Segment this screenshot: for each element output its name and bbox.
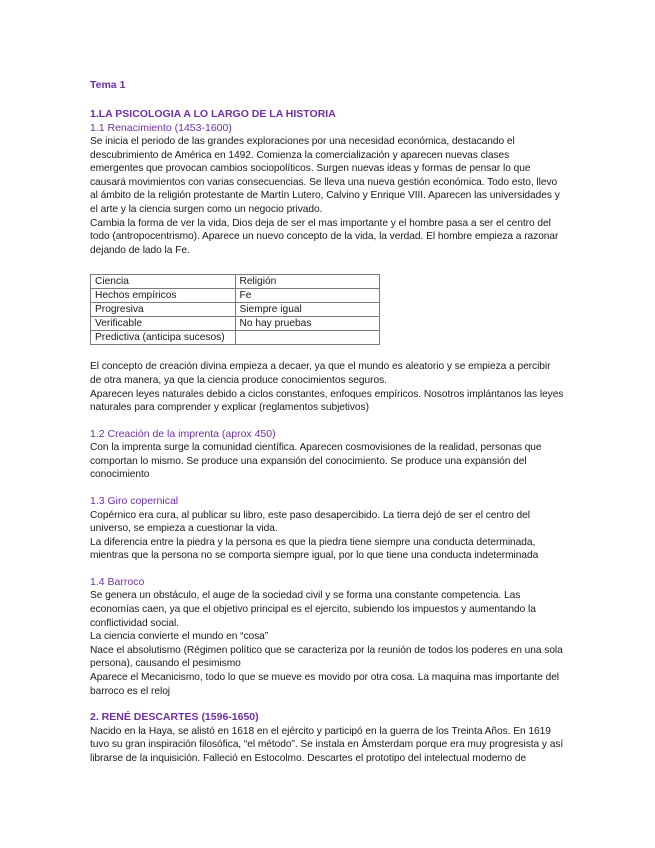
barroco-paragraph-4: Aparece el Mecanicismo, todo lo que se mueve es movido por otra cosa. La maquina mas importante del barroco es el reloj — [90, 671, 560, 697]
copernico-paragraph-1: Copérnico era cura, al publicar su libro, este paso desapercibido. La tierra dejó de ser el centro del universo, se empieza a cuestionar la vida. — [90, 509, 531, 535]
spacer — [90, 698, 564, 711]
ciencia-religion-table — [90, 274, 380, 345]
renacimiento-paragraph-2: Cambia la forma de ver la vida, Dios deja de ser el mas importante y el hombre pasa a ser el centro del todo (antropocentrismo). Aparece un nuevo concepto de la vida, la verdad. El hombre empieza a razonar dejando de lado la Fe. — [90, 217, 559, 256]
table-cell: Progresiva — [91, 303, 236, 317]
table-cell: Siempre igual — [235, 303, 380, 317]
descartes-paragraph: Nacido en la Haya, se alistó en 1618 en el ejército y participó en la guerra de los Treinta Años. En 1619 tuvo su gran inspiración filosófica, “el método”. Se instala en Ámsterdam porque era muy progresista y así librarse de la inquisición. Falleció en Estocolmo. Descartes el prototipo del intelectual moderno de — [90, 725, 564, 764]
imprenta-paragraph: Con la imprenta surge la comunidad científica. Aparecen cosmovisiones de la realidad, personas que comportan lo mismo. Se produce una expansión del conocimiento. Se produce una expansión del conocimiento — [90, 442, 542, 481]
table-cell: Fe — [235, 289, 380, 303]
table-row — [91, 331, 380, 345]
table-cell — [235, 331, 380, 345]
barroco-paragraph-3: Nace el absolutismo (Régimen político que se caracteriza por la reunión de todos los poderes en una sola persona), causando el pesimismo — [90, 644, 563, 670]
table-row — [91, 303, 380, 317]
copernico-paragraph-2: La diferencia entre la piedra y la persona es que la piedra tiene siempre una conducta determinada, mientras que la persona no se comporta siempre igual, por lo que tiene una conducta indeterminada — [90, 536, 539, 562]
section-2-heading: 2. RENÉ DESCARTES (1596-1650) — [90, 711, 259, 724]
spacer — [90, 415, 564, 428]
section-1-1-heading: 1.1 Renacimiento (1453-1600) — [90, 121, 232, 134]
section-1-heading: 1.LA PSICOLOGIA A LO LARGO DE LA HISTORIA — [90, 108, 336, 120]
table-cell: Hechos empíricos — [91, 289, 236, 303]
barroco-paragraph-2: La ciencia convierte el mundo en “cosa” — [90, 631, 269, 643]
section-1-4-heading: 1.4 Barroco — [90, 575, 145, 588]
table-cell: Religión — [235, 275, 380, 289]
table-cell: Ciencia — [91, 275, 236, 289]
table-row — [91, 317, 380, 331]
renacimiento-paragraph-4: Aparecen leyes naturales debido a ciclos constantes, enfoques empíricos. Nosotros implántanos las leyes naturales para comprender y explicar (reglamentos subjetivos) — [90, 388, 564, 414]
section-1-3-heading: 1.3 Giro copernical — [90, 495, 179, 507]
spacer — [90, 563, 564, 576]
table-cell: Predictiva (anticipa sucesos) — [91, 331, 236, 345]
table-row — [91, 275, 380, 289]
barroco-paragraph-1: Se genera un obstáculo, el auge de la sociedad civil y se forma una constante competencia. Las economías caen, ya que el objetivo principal es el ejercito, subiendo los impuestos y aumentando la conflictividad social. — [90, 590, 536, 629]
spacer — [90, 482, 564, 495]
table-cell: No hay pruebas — [235, 317, 380, 331]
renacimiento-paragraph-1: Se inicia el periodo de las grandes exploraciones por una necesidad económica, destacando el descubrimiento de América en 1492. Comienza la comercialización y aparecen nuevas clases emergentes que provocan cambios sociopolíticos. Surgen nuevas ideas y formas de pensar lo que causará movimientos con varias consecuencias. Se lleva una nueva gestión económica. Todo esto, llevo al ámbito de la religión protestante de Martín Lutero, Calvino y Enrique VIII. Aparecen las universidades y el arte y la ciencia surgen como un negocio privado. — [90, 136, 560, 215]
table-row — [91, 289, 380, 303]
renacimiento-paragraph-3: El concepto de creación divina empieza a decaer, ya que el mundo es aleatorio y se empieza a percibir de otra manera, ya que la ciencia produce conocimientos seguros. — [90, 361, 551, 386]
topic-heading: Tema 1 — [90, 79, 126, 91]
section-1-2-heading: 1.2 Creación de la imprenta (aprox 450) — [90, 427, 276, 440]
table-cell: Verificable — [91, 317, 236, 331]
document-content — [90, 79, 564, 765]
